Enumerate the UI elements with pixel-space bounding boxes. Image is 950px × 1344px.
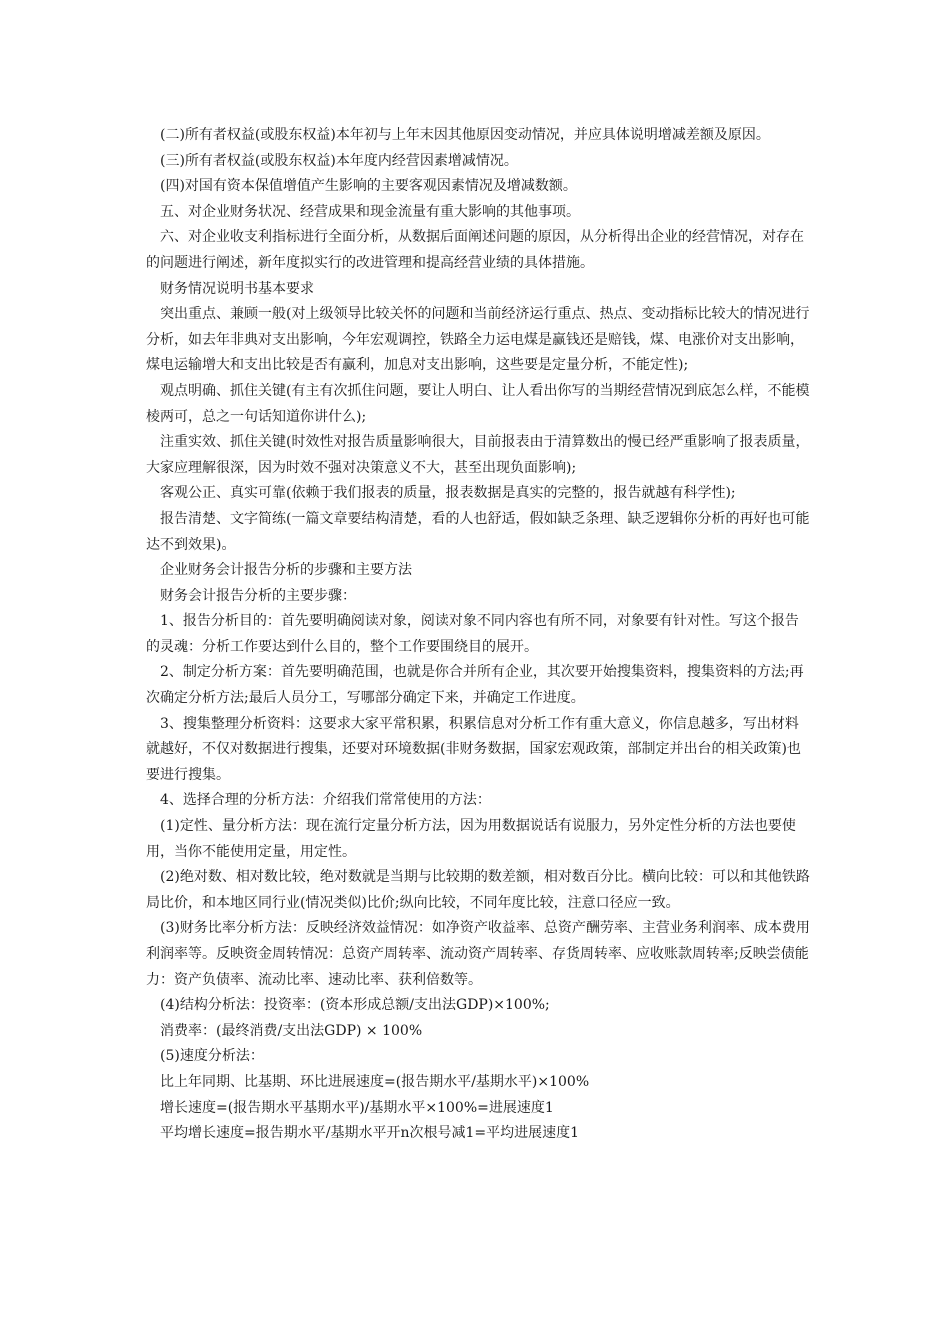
paragraph-consumption-rate: 消费率：(最终消费/支出法GDP) × 100% <box>160 1022 423 1039</box>
document-body <box>146 123 812 1147</box>
paragraph-concise-writing: 报告清楚、文字简练(一篇文章要结构清楚，看的人也舒适，假如缺乏条理、缺乏逻辑你分析的再好也可能达不到效果)。 <box>146 510 810 553</box>
paragraph-owners-equity-operating-factors: (三)所有者权益(或股东权益)本年度内经营因素增减情况。 <box>160 152 518 169</box>
paragraph-owners-equity-other-changes: (二)所有者权益(或股东权益)本年初与上年末因其他原因变动情况，并应具体说明增减差额及原因。 <box>160 127 770 143</box>
section-heading-basic-requirements: 财务情况说明书基本要求 <box>160 280 314 297</box>
paragraph-state-capital-factors: (四)对国有资本保值增值产生影响的主要客观因素情况及增减数额。 <box>160 178 577 195</box>
paragraph-step-two: 2、制定分析方案：首先要明确范围，也就是你合并所有企业，其次要开始搜集资料，搜集资料的方法;再次确定分析方法;最后人员分工，写哪部分确定下来，并确定工作进度。 <box>146 664 804 707</box>
paragraph-method-two: (2)绝对数、相对数比较，绝对数就是当期与比较期的数差额，相对数百分比。横向比较：可以和其他铁路局比价，和本地区同行业(情况类似)比价;纵向比较，不同年度比较，注意口径应一致。 <box>146 869 810 911</box>
paragraph-formula-average-growth: 平均增长速度=报告期水平/基期水平开n次根号减1=平均进展速度1 <box>160 1125 580 1142</box>
paragraph-formula-growth-speed: 增长速度=(报告期水平基期水平)/基期水平×100%=进展速度1 <box>160 1099 554 1116</box>
paragraph-method-five: (5)速度分析法： <box>160 1048 264 1065</box>
section-heading-analysis-steps: 企业财务会计报告分析的步骤和主要方法 <box>160 562 412 579</box>
paragraph-method-four: (4)结构分析法：投资率：(资本形成总额/支出法GDP)×100%; <box>160 997 550 1014</box>
paragraph-step-four: 4、选择合理的分析方法：介绍我们常常使用的方法： <box>160 792 491 809</box>
paragraph-highlight-key-points: 突出重点、兼顾一般(对上级领导比较关怀的问题和当前经济运行重点、热点、变动指标比较大的情况进行分析，如去年非典对支出影响，今年宏观调控，铁路全力运电煤是赢钱还是赔钱，煤、电涨价对支出影响，煤电运输增大和支出比较是否有赢利，加息对支出影响，这些要是定量分析，不能定性); <box>146 306 810 374</box>
paragraph-method-one: (1)定性、量分析方法：现在流行定量分析方法，因为用数据说话有说服力，另外定性分析的方法也要使用，当你不能使用定量，用定性。 <box>146 818 796 860</box>
paragraph-step-three: 3、搜集整理分析资料：这要求大家平常积累，积累信息对分析工作有重大意义，你信息越多，写出材料就越好，不仅对数据进行搜集，还要对环境数据(非财务数据，国家宏观政策，部制定并出台的相关政策)也要进行搜集。 <box>146 715 801 783</box>
paragraph-formula-development-speed: 比上年同期、比基期、环比进展速度=(报告期水平/基期水平)×100% <box>160 1073 590 1090</box>
paragraph-main-steps-intro: 财务会计报告分析的主要步骤： <box>160 587 356 604</box>
paragraph-method-three: (3)财务比率分析方法：反映经济效益情况：如净资产收益率、总资产酬劳率、主营业务利润率、成本费用利润率等。反映资金周转情况：总资产周转率、流动资产周转率、存货周转率、应收账款周转率;反映尝债能力：资产负债率、流动比率、速动比率、获利倍数等。 <box>146 920 810 988</box>
paragraph-step-one: 1、报告分析目的：首先要明确阅读对象，阅读对象不同内容也有所不同，对象要有针对性。写这个报告的灵魂：分析工作要达到什么目的，整个工作要围绕目的展开。 <box>146 613 799 655</box>
paragraph-item-five: 五、对企业财务状况、经营成果和现金流量有重大影响的其他事项。 <box>160 203 580 220</box>
paragraph-objectivity: 客观公正、真实可靠(依赖于我们报表的质量，报表数据是真实的完整的，报告就越有科学性); <box>160 485 736 502</box>
paragraph-clear-viewpoint: 观点明确、抓住关键(有主有次抓住问题，要让人明白、让人看出你写的当期经营情况到底怎么样，不能模棱两可，总之一句话知道你讲什么); <box>146 382 810 425</box>
paragraph-timeliness: 注重实效、抓住关键(时效性对报告质量影响很大，目前报表由于清算数出的慢已经严重影响了报表质量，大家应理解很深，因为时效不强对决策意义不大，甚至出现负面影响); <box>146 434 810 476</box>
paragraph-item-six: 六、对企业收支利指标进行全面分析，从数据后面阐述问题的原因，从分析得出企业的经营情况，对存在的问题进行阐述，新年度拟实行的改进管理和提高经营业绩的具体措施。 <box>146 229 804 271</box>
